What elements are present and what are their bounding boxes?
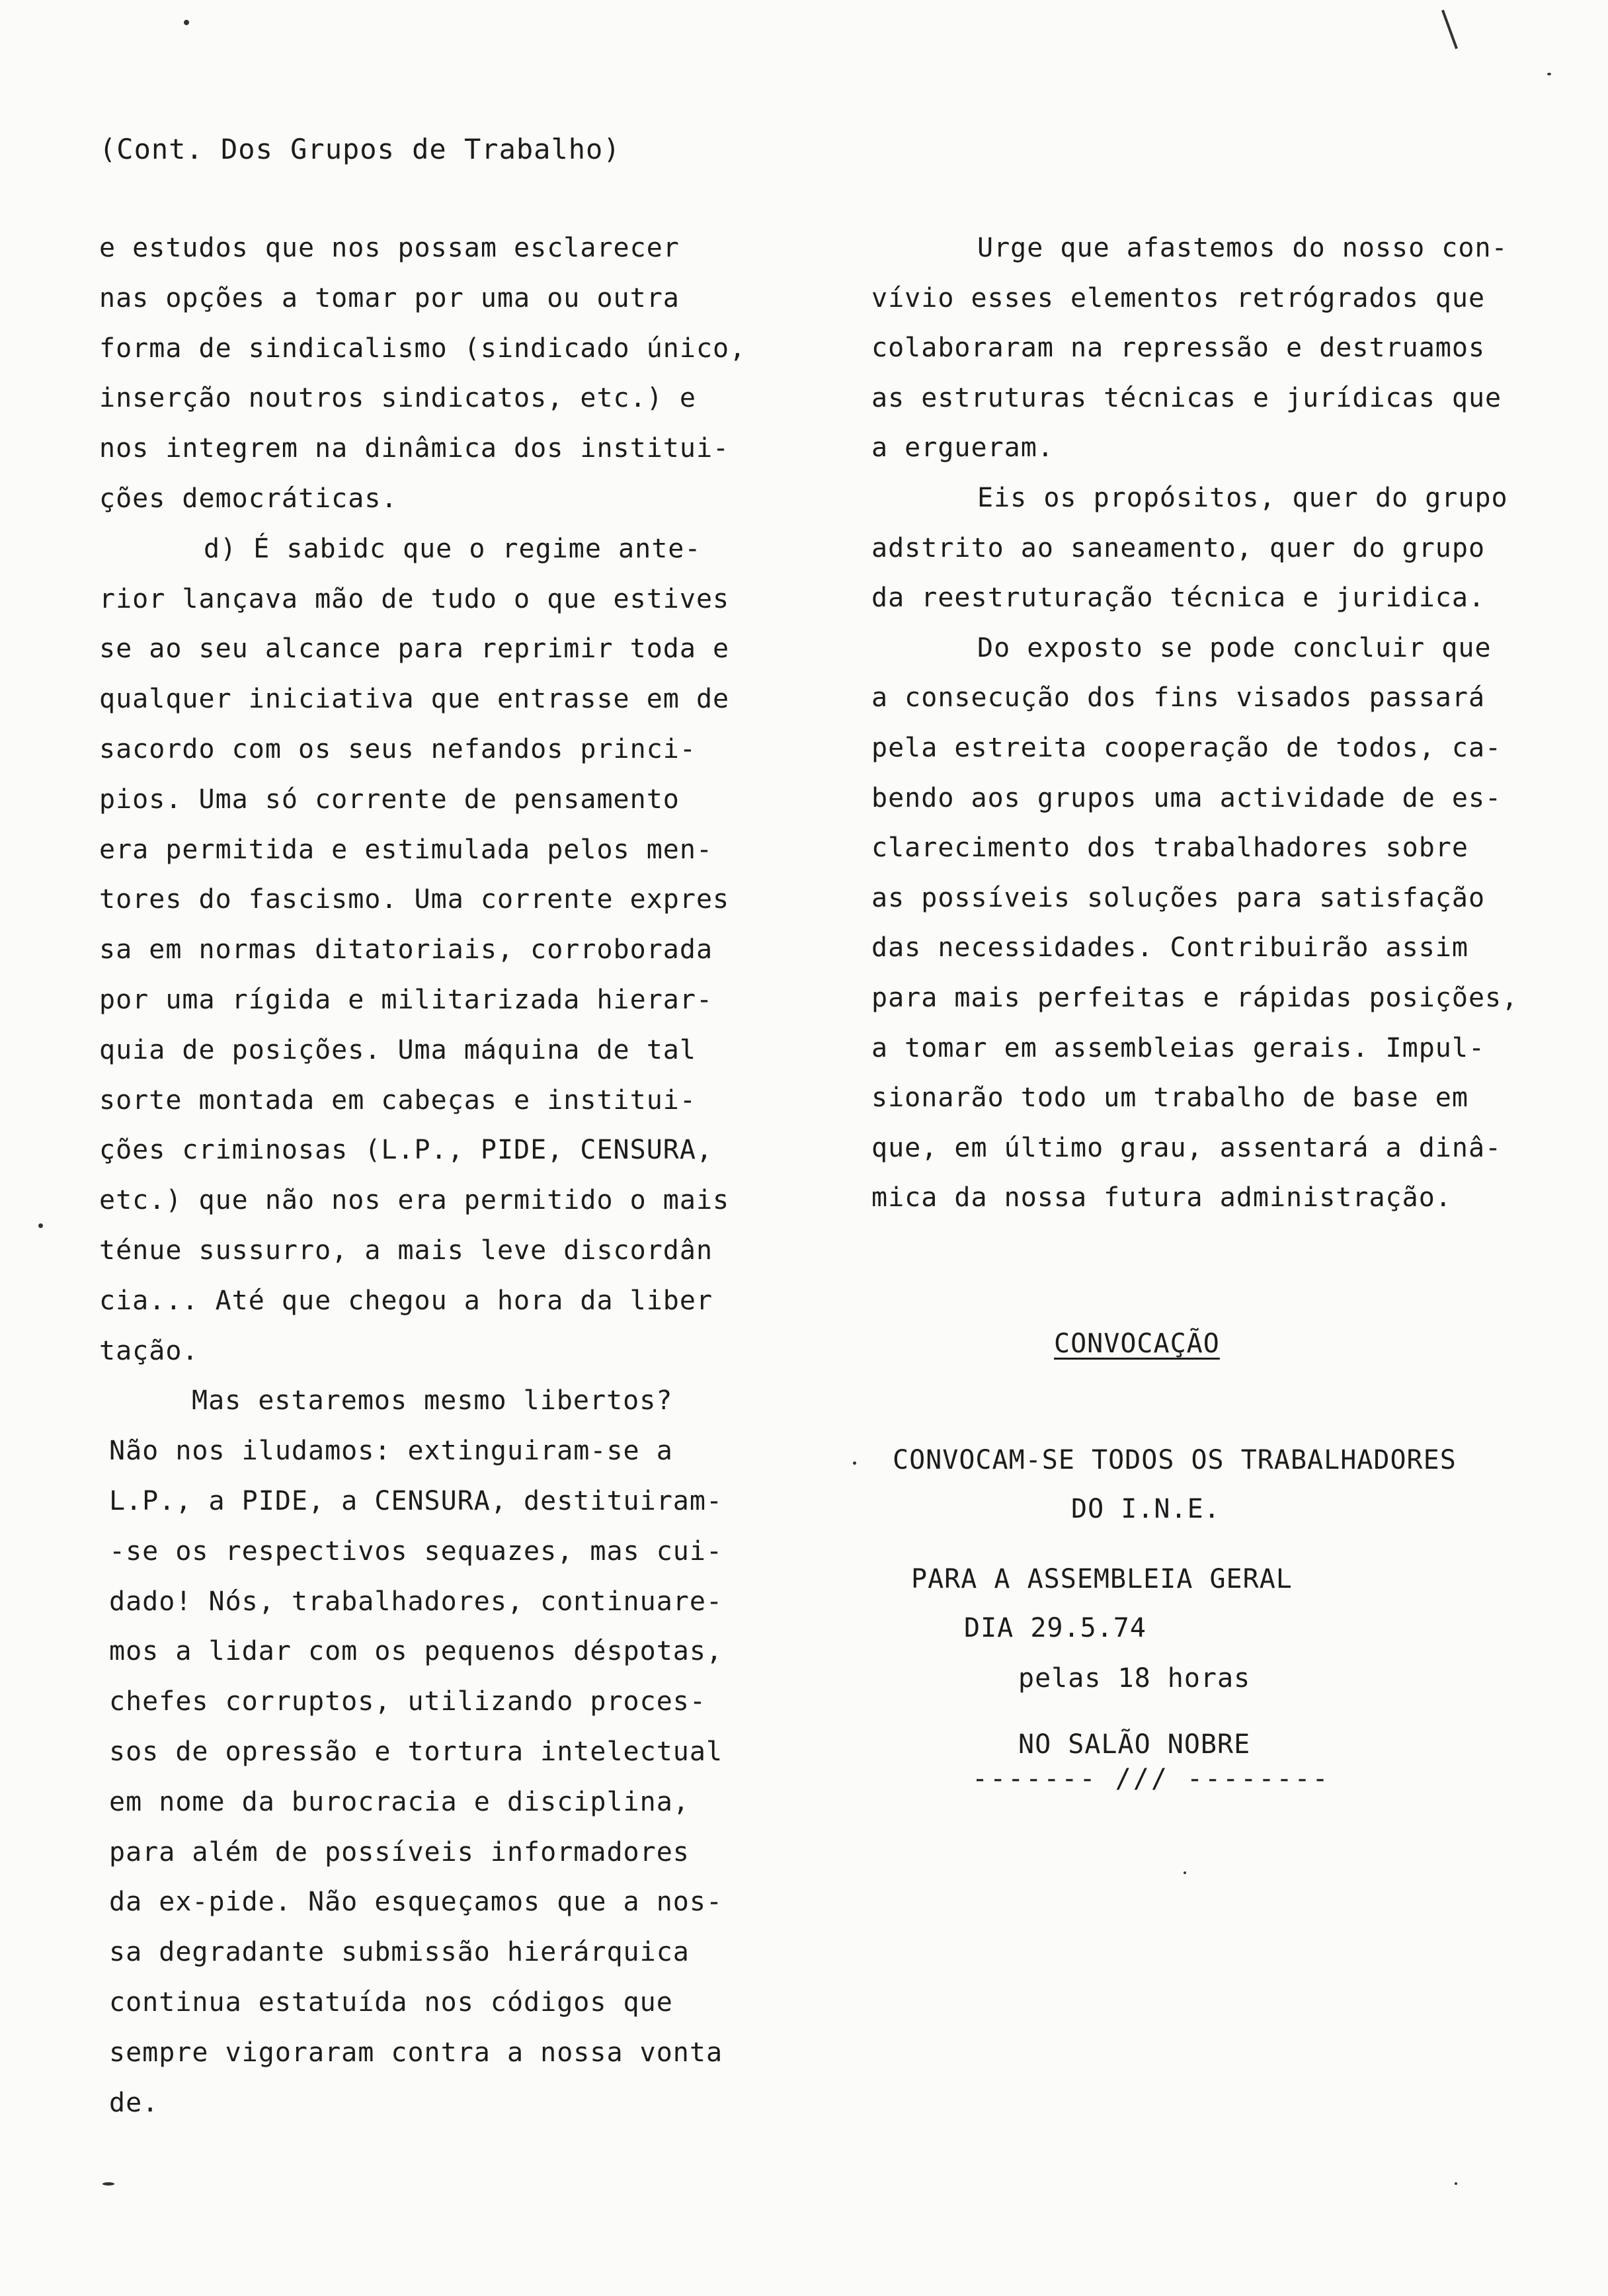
left-column-line: sos de opressão e tortura intelectual [109,1737,723,1767]
right-column-line: a tomar em assembleias gerais. Impul- [871,1032,1486,1063]
right-column-line: da reestruturação técnica e juridica. [871,583,1486,614]
right-column-line: para mais perfeitas e rápidas posições, [871,983,1519,1013]
left-column-line: tação. [99,1335,199,1366]
notice-line-3: PARA A ASSEMBLEIA GERAL [911,1564,1293,1594]
left-column-line: se ao seu alcance para reprimir toda e [99,634,730,665]
left-column-line: forma de sindicalismo (sindicado único, [99,333,746,364]
right-column-line: clarecimento dos trabalhadores sobre [871,833,1468,864]
left-column-line: rior lançava mão de tudo o que estives [99,583,730,614]
notice-date: DIA 29.5.74 [964,1613,1146,1643]
left-column-line: qualquer iniciativa que entrasse em de [99,684,730,715]
right-column-line: sionarão todo um trabalho de base em [871,1083,1468,1114]
right-column-line: as possíveis soluções para satisfação [871,882,1486,913]
right-column-line: a ergueram. [871,432,1054,464]
scan-speck [1455,2182,1457,2185]
right-column-line: a consecução dos fins visados passará [871,682,1486,714]
left-column-line: de. [109,2087,159,2118]
right-column-line: que, em último grau, assentará a dinâ- [871,1132,1502,1163]
scan-speck [853,1461,856,1465]
notice-time: pelas 18 horas [1018,1663,1251,1694]
right-column-line: colaboraram na repressão e destruamos [871,333,1486,364]
corner-mark [1441,10,1458,50]
left-column-line: mos a lidar com os pequenos déspotas, [109,1636,723,1667]
notice-title: CONVOCAÇÃO [1054,1329,1220,1359]
left-column-line: continua estatuída nos códigos que [109,1987,673,2018]
left-column-line: Não nos iludamos: extinguiram-se a [109,1436,673,1467]
right-column-line: vívio esses elementos retrógrados que [871,282,1486,313]
notice-separator: ------- /// -------- [972,1764,1330,1794]
left-column-line: nas opções a tomar por uma ou outra [99,282,680,313]
left-column-line: em nome da burocracia e disciplina, [109,1786,690,1817]
scan-speck [38,1223,43,1228]
right-column-line: Do exposto se pode concluir que [977,632,1492,663]
left-column-line: era permitida e estimulada pelos men- [99,834,713,865]
right-column-line: bendo aos grupos uma actividade de es- [871,782,1502,813]
scan-speck [184,20,189,25]
left-column-line: ções democráticas. [99,483,398,514]
left-column-line: tores do fascismo. Uma corrente expres [99,884,730,915]
left-column-line: quia de posições. Uma máquina de tal [99,1034,696,1065]
left-column-line: Mas estaremos mesmo libertos? [192,1385,673,1416]
left-column-line: e estudos que nos possam esclarecer [99,233,680,263]
right-column-line: Urge que afastemos do nosso con- [977,233,1508,263]
left-column-line: cia... Até que chegou a hora da liber [99,1285,713,1316]
left-column-line: dado! Nós, trabalhadores, continuare- [109,1586,723,1617]
left-column-line: pios. Uma só corrente de pensamento [99,784,680,815]
right-column-line: das necessidades. Contribuirão assim [871,932,1468,964]
left-column-line: nos integrem na dinâmica dos institui- [99,433,730,464]
right-column-line: pela estreita cooperação de todos, ca- [871,733,1502,763]
left-column-line: da ex-pide. Não esqueçamos que a nos- [109,1887,723,1918]
notice-line-1: CONVOCAM-SE TODOS OS TRABALHADORES [893,1445,1457,1475]
left-column-line: etc.) que não nos era permitido o mais [99,1185,730,1216]
left-column-line: ténue sussurro, a mais leve discordân [99,1235,713,1266]
left-column-line: -se os respectivos sequazes, mas cui- [109,1536,723,1567]
scan-speck [1184,1871,1186,1874]
left-column-line: d) É sabidc que o regime ante- [204,533,702,564]
left-column-line: inserção noutros sindicatos, etc.) e [99,383,696,414]
right-column-line: adstrito ao saneamento, quer do grupo [871,532,1486,563]
left-column-line: por uma rígida e militarizada hierar- [99,985,713,1015]
scan-speck [102,2182,114,2186]
left-column-line: sa degradante submissão hierárquica [109,1937,690,1968]
left-column-line: L.P., a PIDE, a CENSURA, destituiram- [109,1486,723,1516]
notice-place: NO SALÃO NOBRE [1018,1729,1251,1760]
left-column-line: sorte montada em cabeças e institui- [99,1085,696,1116]
left-column-line: sa em normas ditatoriais, corroborada [99,934,713,965]
notice-line-2: DO I.N.E. [1071,1494,1221,1524]
left-column-line: ções criminosas (L.P., PIDE, CENSURA, [99,1135,713,1166]
right-column-line: Eis os propósitos, quer do grupo [977,483,1508,513]
right-column-line: mica da nossa futura administração. [871,1182,1452,1213]
scan-speck [1547,73,1551,75]
continuation-header: (Cont. Dos Grupos de Trabalho) [99,133,621,165]
left-column-line: para além de possíveis informadores [109,1836,690,1867]
left-column-line: sempre vigoraram contra a nossa vonta [109,2037,723,2068]
right-column-line: as estruturas técnicas e jurídicas que [871,382,1502,413]
left-column-line: chefes corruptos, utilizando proces- [109,1686,706,1717]
left-column-line: sacordo com os seus nefandos princi- [99,734,696,764]
